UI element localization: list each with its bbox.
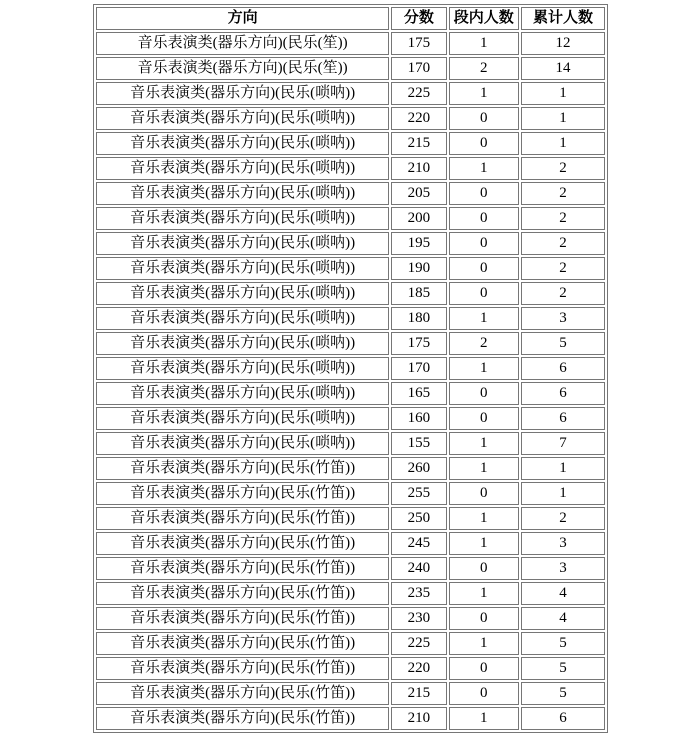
cumulative-count-cell: 1 [521,482,605,505]
direction-cell: 音乐表演类(器乐方向)(民乐(竹笛)) [96,457,389,480]
cumulative-count-cell: 2 [521,182,605,205]
score-cell: 225 [391,632,446,655]
cumulative-count-cell: 1 [521,132,605,155]
segment-count-cell: 0 [449,207,519,230]
table-row [96,707,605,730]
table-row [96,482,605,505]
direction-cell: 音乐表演类(器乐方向)(民乐(竹笛)) [96,557,389,580]
header-segment-count: 段内人数 [449,7,519,30]
cumulative-count-cell: 2 [521,232,605,255]
cumulative-count-cell: 6 [521,407,605,430]
direction-cell: 音乐表演类(器乐方向)(民乐(唢呐)) [96,157,389,180]
direction-cell: 音乐表演类(器乐方向)(民乐(竹笛)) [96,632,389,655]
segment-count-cell: 1 [449,157,519,180]
score-cell: 220 [391,657,446,680]
segment-count-cell: 1 [449,532,519,555]
segment-count-cell: 1 [449,357,519,380]
table-row [96,182,605,205]
segment-count-cell: 0 [449,557,519,580]
direction-cell: 音乐表演类(器乐方向)(民乐(竹笛)) [96,582,389,605]
header-score: 分数 [391,7,446,30]
segment-count-cell: 0 [449,232,519,255]
segment-count-cell: 0 [449,482,519,505]
cumulative-count-cell: 6 [521,357,605,380]
score-cell: 215 [391,682,446,705]
score-cell: 170 [391,57,446,80]
table-row [96,132,605,155]
table-row [96,432,605,455]
segment-count-cell: 1 [449,632,519,655]
cumulative-count-cell: 5 [521,632,605,655]
segment-count-cell: 1 [449,707,519,730]
cumulative-count-cell: 2 [521,282,605,305]
segment-count-cell: 1 [449,82,519,105]
score-cell: 210 [391,707,446,730]
cumulative-count-cell: 5 [521,682,605,705]
table-row [96,382,605,405]
direction-cell: 音乐表演类(器乐方向)(民乐(唢呐)) [96,282,389,305]
segment-count-cell: 0 [449,607,519,630]
direction-cell: 音乐表演类(器乐方向)(民乐(竹笛)) [96,507,389,530]
table-row [96,107,605,130]
cumulative-count-cell: 4 [521,607,605,630]
cumulative-count-cell: 2 [521,257,605,280]
score-cell: 195 [391,232,446,255]
table-row [96,82,605,105]
table-row [96,582,605,605]
table-row [96,632,605,655]
cumulative-count-cell: 5 [521,332,605,355]
table-row [96,407,605,430]
score-cell: 185 [391,282,446,305]
cumulative-count-cell: 1 [521,82,605,105]
table-row [96,157,605,180]
cumulative-count-cell: 6 [521,382,605,405]
direction-cell: 音乐表演类(器乐方向)(民乐(竹笛)) [96,532,389,555]
segment-count-cell: 1 [449,32,519,55]
direction-cell: 音乐表演类(器乐方向)(民乐(唢呐)) [96,257,389,280]
segment-count-cell: 0 [449,657,519,680]
segment-count-cell: 1 [449,507,519,530]
table-row [96,32,605,55]
table-row [96,257,605,280]
table-row [96,507,605,530]
score-cell: 220 [391,107,446,130]
segment-count-cell: 1 [449,307,519,330]
cumulative-count-cell: 3 [521,532,605,555]
header-direction: 方向 [96,7,389,30]
direction-cell: 音乐表演类(器乐方向)(民乐(笙)) [96,57,389,80]
cumulative-count-cell: 14 [521,57,605,80]
score-cell: 235 [391,582,446,605]
cumulative-count-cell: 4 [521,582,605,605]
score-cell: 205 [391,182,446,205]
score-cell: 175 [391,332,446,355]
segment-count-cell: 0 [449,257,519,280]
score-cell: 160 [391,407,446,430]
table-row [96,282,605,305]
score-cell: 215 [391,132,446,155]
segment-count-cell: 0 [449,382,519,405]
segment-count-cell: 0 [449,132,519,155]
table-row [96,232,605,255]
direction-cell: 音乐表演类(器乐方向)(民乐(笙)) [96,32,389,55]
score-cell: 230 [391,607,446,630]
table-row [96,457,605,480]
direction-cell: 音乐表演类(器乐方向)(民乐(唢呐)) [96,432,389,455]
table-row [96,682,605,705]
direction-cell: 音乐表演类(器乐方向)(民乐(唢呐)) [96,357,389,380]
cumulative-count-cell: 3 [521,307,605,330]
segment-count-cell: 1 [449,582,519,605]
cumulative-count-cell: 2 [521,507,605,530]
direction-cell: 音乐表演类(器乐方向)(民乐(唢呐)) [96,207,389,230]
table-row [96,357,605,380]
cumulative-count-cell: 12 [521,32,605,55]
score-cell: 260 [391,457,446,480]
score-cell: 245 [391,532,446,555]
segment-count-cell: 0 [449,682,519,705]
segment-count-cell: 1 [449,432,519,455]
cumulative-count-cell: 5 [521,657,605,680]
score-cell: 190 [391,257,446,280]
direction-cell: 音乐表演类(器乐方向)(民乐(唢呐)) [96,332,389,355]
direction-cell: 音乐表演类(器乐方向)(民乐(竹笛)) [96,682,389,705]
score-cell: 180 [391,307,446,330]
table-row [96,657,605,680]
table-row [96,557,605,580]
direction-cell: 音乐表演类(器乐方向)(民乐(竹笛)) [96,657,389,680]
score-cell: 155 [391,432,446,455]
header-row [96,7,605,30]
direction-cell: 音乐表演类(器乐方向)(民乐(唢呐)) [96,382,389,405]
cumulative-count-cell: 2 [521,157,605,180]
score-cell: 250 [391,507,446,530]
score-cell: 170 [391,357,446,380]
cumulative-count-cell: 1 [521,457,605,480]
segment-count-cell: 0 [449,282,519,305]
direction-cell: 音乐表演类(器乐方向)(民乐(唢呐)) [96,407,389,430]
direction-cell: 音乐表演类(器乐方向)(民乐(唢呐)) [96,307,389,330]
direction-cell: 音乐表演类(器乐方向)(民乐(竹笛)) [96,482,389,505]
direction-cell: 音乐表演类(器乐方向)(民乐(唢呐)) [96,82,389,105]
table-header [96,7,605,30]
direction-cell: 音乐表演类(器乐方向)(民乐(唢呐)) [96,182,389,205]
table-row [96,207,605,230]
table-row [96,57,605,80]
header-cumulative-count: 累计人数 [521,7,605,30]
table-row [96,532,605,555]
table-row [96,307,605,330]
score-cell: 200 [391,207,446,230]
segment-count-cell: 2 [449,332,519,355]
table-row [96,607,605,630]
cumulative-count-cell: 3 [521,557,605,580]
segment-count-cell: 0 [449,182,519,205]
cumulative-count-cell: 7 [521,432,605,455]
score-distribution-table [93,4,608,733]
direction-cell: 音乐表演类(器乐方向)(民乐(唢呐)) [96,132,389,155]
direction-cell: 音乐表演类(器乐方向)(民乐(唢呐)) [96,232,389,255]
cumulative-count-cell: 1 [521,107,605,130]
cumulative-count-cell: 6 [521,707,605,730]
segment-count-cell: 1 [449,457,519,480]
direction-cell: 音乐表演类(器乐方向)(民乐(唢呐)) [96,107,389,130]
cumulative-count-cell: 2 [521,207,605,230]
score-cell: 175 [391,32,446,55]
table-body [96,32,605,730]
score-cell: 240 [391,557,446,580]
score-cell: 225 [391,82,446,105]
direction-cell: 音乐表演类(器乐方向)(民乐(竹笛)) [96,607,389,630]
segment-count-cell: 0 [449,407,519,430]
segment-count-cell: 0 [449,107,519,130]
score-cell: 210 [391,157,446,180]
score-cell: 165 [391,382,446,405]
direction-cell: 音乐表演类(器乐方向)(民乐(竹笛)) [96,707,389,730]
segment-count-cell: 2 [449,57,519,80]
score-cell: 255 [391,482,446,505]
table-row [96,332,605,355]
